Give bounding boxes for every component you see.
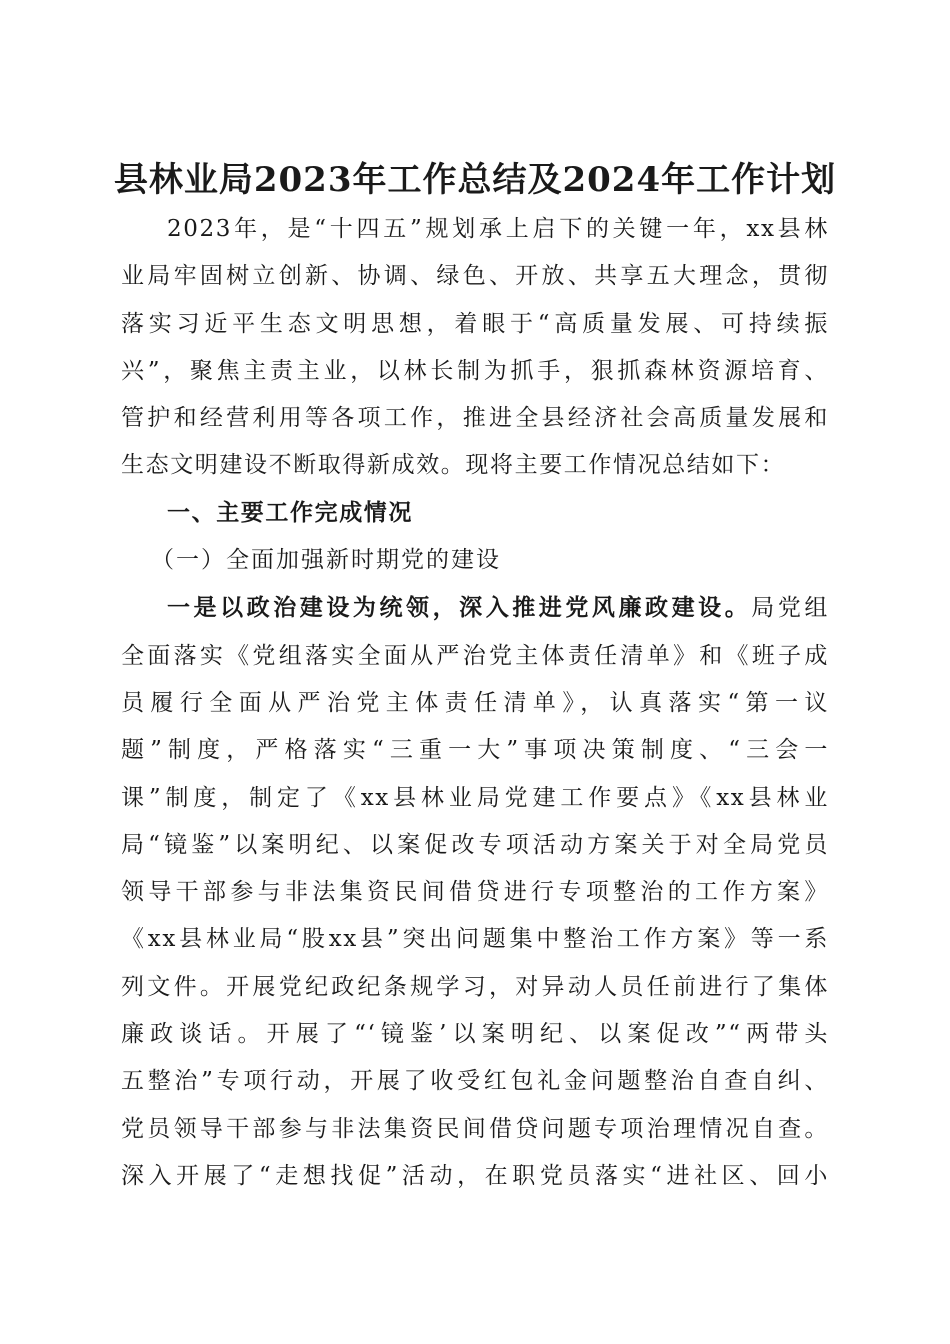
- intro-paragraph: [121, 206, 829, 490]
- para1-line-2: 全面落实《党组落实全面从严治党主体责任清单》和《班子成: [121, 642, 829, 669]
- para1-line-10: 廉政谈话。开展了“‘镜鉴’以案明纪、以案促改”“两带头: [121, 1021, 829, 1048]
- para1-lead-sentence: 一是以政治建设为统领，深入推进党风廉政建设。: [167, 594, 752, 622]
- para1-line-4: 题”制度，严格落实“三重一大”事项决策制度、“三会一: [121, 737, 829, 764]
- para1-line-8: 《xx县林业局“股xx县”突出问题集中整治工作方案》等一系: [121, 926, 829, 953]
- para1-line-12: 党员领导干部参与非法集资民间借贷问题专项治理情况自查。: [121, 1115, 829, 1142]
- para1-line-13: 深入开展了“走想找促”活动，在职党员落实“进社区、回小: [121, 1162, 829, 1189]
- intro-line-6: 生态文明建设不断取得新成效。现将主要工作情况总结如下：: [121, 452, 786, 479]
- document-body: [121, 206, 829, 1200]
- intro-line-3: 落实习近平生态文明思想，着眼于“高质量发展、可持续振: [121, 310, 829, 337]
- para1-line-7: 领导干部参与非法集资民间借贷进行专项整治的工作方案》: [121, 879, 829, 906]
- para1-line-3: 员履行全面从严治党主体责任清单》，认真落实“第一议: [121, 689, 829, 716]
- intro-line-2: 业局牢固树立创新、协调、绿色、开放、共享五大理念，贯彻: [121, 263, 829, 290]
- para1-line-11: 五整治”专项行动，开展了收受红包礼金问题整治自查自纠、: [121, 1068, 829, 1095]
- section-heading-main-work: 一、主要工作完成情况: [167, 499, 413, 526]
- subsection-heading-party-building: （一）全面加强新时期党的建设: [151, 547, 501, 574]
- para1-line-5: 课”制度，制定了《xx县林业局党建工作要点》《xx县林业: [121, 784, 829, 811]
- intro-line-1: 2023年，是“十四五”规划承上启下的关键一年，xx县林: [167, 216, 829, 242]
- intro-line-4: 兴”，聚焦主责主业，以林长制为抓手，狠抓森林资源培育、: [121, 357, 829, 384]
- para1-line-1-rest: 局党组: [751, 595, 829, 622]
- para1-line-9: 列文件。开展党纪政纪条规学习，对异动人员任前进行了集体: [121, 973, 829, 1000]
- party-building-paragraph: [121, 584, 829, 1200]
- para1-line-6: 局“镜鉴”以案明纪、以案促改专项活动方案关于对全局党员: [121, 831, 829, 858]
- intro-line-5: 管护和经营利用等各项工作，推进全县经济社会高质量发展和: [121, 405, 829, 432]
- document-title: 县林业局2023年工作总结及2024年工作计划: [113, 159, 837, 200]
- para1-line-1: [121, 584, 829, 632]
